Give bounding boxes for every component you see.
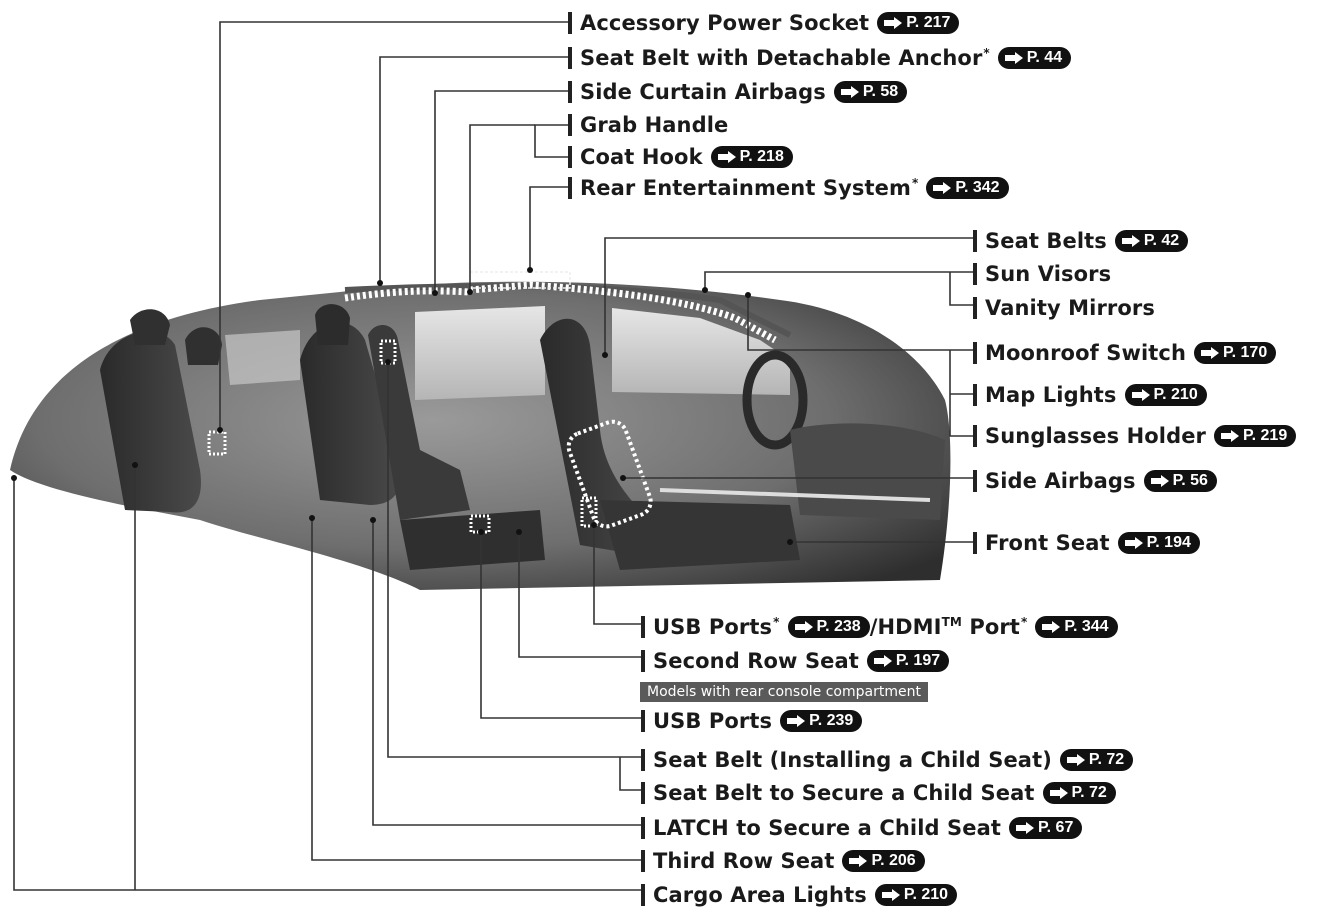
page-ref-link[interactable]	[1035, 616, 1117, 638]
callout-moonroof-switch	[973, 338, 1276, 368]
page-ref-text: P. 194	[1146, 534, 1191, 551]
asterisk-mark: *	[983, 46, 990, 60]
callout-label: USB Ports	[653, 709, 773, 733]
callout-label: Second Row Seat	[653, 649, 859, 673]
callout-label: Cargo Area Lights	[653, 883, 867, 907]
arrow-right-icon	[1120, 234, 1142, 248]
arrow-right-icon	[1040, 620, 1062, 634]
page-ref-text: P. 58	[862, 83, 899, 100]
callout-bar	[973, 470, 977, 492]
callout-label: Seat Belt to Secure a Child Seat	[653, 781, 1035, 805]
page-ref-text: P. 206	[871, 852, 916, 869]
arrow-right-icon	[931, 181, 953, 195]
callout-bar	[641, 710, 645, 732]
page-ref-link[interactable]	[926, 177, 1008, 199]
page-ref-link[interactable]	[1060, 749, 1133, 771]
callout-front-seat	[973, 528, 1200, 558]
arrow-right-icon	[839, 85, 861, 99]
callout-bar	[568, 12, 572, 34]
page-ref-link[interactable]	[834, 81, 907, 103]
callout-label: USB Ports*	[653, 615, 780, 639]
page-ref-link[interactable]	[780, 710, 862, 732]
callout-label: Front Seat	[985, 531, 1110, 555]
page-ref-text: P. 72	[1088, 751, 1125, 768]
callout-label: Sun Visors	[985, 262, 1112, 286]
callout-label: Map Lights	[985, 383, 1117, 407]
page-ref-link[interactable]	[1144, 470, 1217, 492]
callout-label: Third Row Seat	[653, 849, 835, 873]
callout-bar	[973, 263, 977, 285]
page-ref-text: P. 56	[1172, 472, 1208, 489]
callout-bar	[973, 230, 977, 252]
arrow-right-icon	[1014, 821, 1036, 835]
page-ref-link[interactable]	[1043, 782, 1116, 804]
callout-bar	[973, 342, 977, 364]
callout-map-lights	[973, 380, 1207, 410]
page-ref-text: P. 44	[1026, 49, 1063, 66]
callout-bar	[568, 81, 572, 103]
page-ref-link[interactable]	[842, 850, 924, 872]
arrow-right-icon	[880, 888, 902, 902]
page-ref-text: P. 170	[1223, 344, 1268, 361]
callout-seat-belt-detachable-anchor	[568, 43, 1071, 73]
callout-label: Seat Belts	[985, 229, 1107, 253]
arrow-right-icon	[1130, 388, 1152, 402]
arrow-right-icon	[1199, 346, 1221, 360]
page-ref-link[interactable]	[1125, 384, 1207, 406]
page-ref-text: P. 218	[739, 148, 784, 165]
arrow-right-icon	[1065, 753, 1087, 767]
page-ref-link[interactable]	[998, 47, 1071, 69]
callout-label: Grab Handle	[580, 113, 729, 137]
page-ref-link[interactable]	[1194, 342, 1276, 364]
callout-latch	[641, 813, 1082, 843]
callout-bar	[973, 425, 977, 447]
callout-label-hdmi: /HDMI™ Port*	[869, 615, 1028, 639]
page-ref-link[interactable]	[1115, 230, 1188, 252]
page-ref-link[interactable]	[788, 616, 870, 638]
callout-bar	[641, 650, 645, 672]
callout-third-row-seat	[641, 846, 925, 876]
trademark-mark: TM	[941, 615, 962, 629]
callout-label: Rear Entertainment System*	[580, 176, 919, 200]
callout-bar	[641, 850, 645, 872]
arrow-right-icon	[785, 714, 807, 728]
models-note-badge: Models with rear console compartment	[640, 682, 928, 702]
callout-bar	[568, 47, 572, 69]
page-ref-text: P. 342	[955, 179, 1000, 196]
callout-bar	[973, 297, 977, 319]
page-ref-text: P. 219	[1243, 427, 1288, 444]
asterisk-mark: *	[773, 615, 780, 629]
callout-accessory-power-socket	[568, 8, 959, 38]
asterisk-mark: *	[1020, 615, 1028, 629]
arrow-right-icon	[793, 620, 815, 634]
page-ref-text: P. 197	[895, 652, 941, 669]
arrow-right-icon	[882, 16, 904, 30]
callout-bar	[641, 884, 645, 906]
callout-bar	[641, 749, 645, 771]
arrow-right-icon	[872, 654, 894, 668]
page-ref-link[interactable]	[1009, 817, 1082, 839]
page-ref-text: P. 72	[1071, 784, 1107, 801]
callout-bar	[568, 146, 572, 168]
callout-bar	[641, 616, 645, 638]
callout-label: Accessory Power Socket	[580, 11, 870, 35]
callout-rear-entertainment-system	[568, 173, 1009, 203]
arrow-right-icon	[1123, 536, 1145, 550]
page-ref-link[interactable]	[875, 884, 957, 906]
arrow-right-icon	[847, 854, 869, 868]
arrow-right-icon	[1219, 429, 1241, 443]
arrow-right-icon	[1003, 51, 1025, 65]
asterisk-mark: *	[911, 176, 919, 190]
callout-bar	[641, 817, 645, 839]
page-ref-text: P. 217	[906, 14, 951, 31]
page-ref-link[interactable]	[867, 650, 949, 672]
callout-grab-handle	[568, 110, 728, 140]
arrow-right-icon	[1149, 474, 1171, 488]
callout-bar	[973, 532, 977, 554]
callout-seat-belt-secure-child-seat	[641, 778, 1116, 808]
callout-label: Seat Belt (Installing a Child Seat)	[653, 748, 1052, 772]
page-ref-link[interactable]	[1214, 425, 1296, 447]
page-ref-text: P. 239	[809, 712, 854, 729]
callout-second-row-seat	[641, 646, 949, 676]
arrow-right-icon	[1048, 786, 1070, 800]
callout-label: Vanity Mirrors	[985, 296, 1155, 320]
callout-bar	[641, 782, 645, 804]
callout-seat-belts	[973, 226, 1188, 256]
callout-label: Side Airbags	[985, 469, 1136, 493]
callout-seat-belt-installing-child-seat	[641, 745, 1133, 775]
callout-label: Moonroof Switch	[985, 341, 1187, 365]
page-ref-link[interactable]	[877, 12, 959, 34]
page-ref-text: P. 344	[1064, 618, 1109, 635]
callout-label: LATCH to Secure a Child Seat	[653, 816, 1002, 840]
callout-bar	[973, 384, 977, 406]
callout-label: Coat Hook	[580, 145, 703, 169]
callout-label: Side Curtain Airbags	[580, 80, 826, 104]
page-ref-text: P. 210	[903, 886, 949, 903]
page-ref-link[interactable]	[1118, 532, 1200, 554]
callout-sunglasses-holder	[973, 421, 1296, 451]
callout-coat-hook	[568, 142, 793, 172]
callout-cargo-area-lights	[641, 880, 957, 910]
page-ref-text: P. 67	[1038, 819, 1074, 836]
callout-usb-ports	[641, 706, 862, 736]
callout-side-airbags	[973, 466, 1217, 496]
callout-vanity-mirrors	[973, 293, 1155, 323]
page-ref-link[interactable]	[711, 146, 793, 168]
page-ref-text: P. 42	[1143, 232, 1180, 249]
callout-label: Seat Belt with Detachable Anchor*	[580, 46, 990, 70]
callout-side-curtain-airbags	[568, 77, 907, 107]
page-ref-text: P. 210	[1153, 386, 1198, 403]
arrow-right-icon	[716, 150, 738, 164]
callout-label: Sunglasses Holder	[985, 424, 1207, 448]
page-ref-text: P. 238	[816, 618, 861, 635]
callout-bar	[568, 114, 572, 136]
callout-sun-visors	[973, 259, 1111, 289]
callout-usb-hdmi-ports	[641, 612, 1118, 642]
callout-bar	[568, 177, 572, 199]
